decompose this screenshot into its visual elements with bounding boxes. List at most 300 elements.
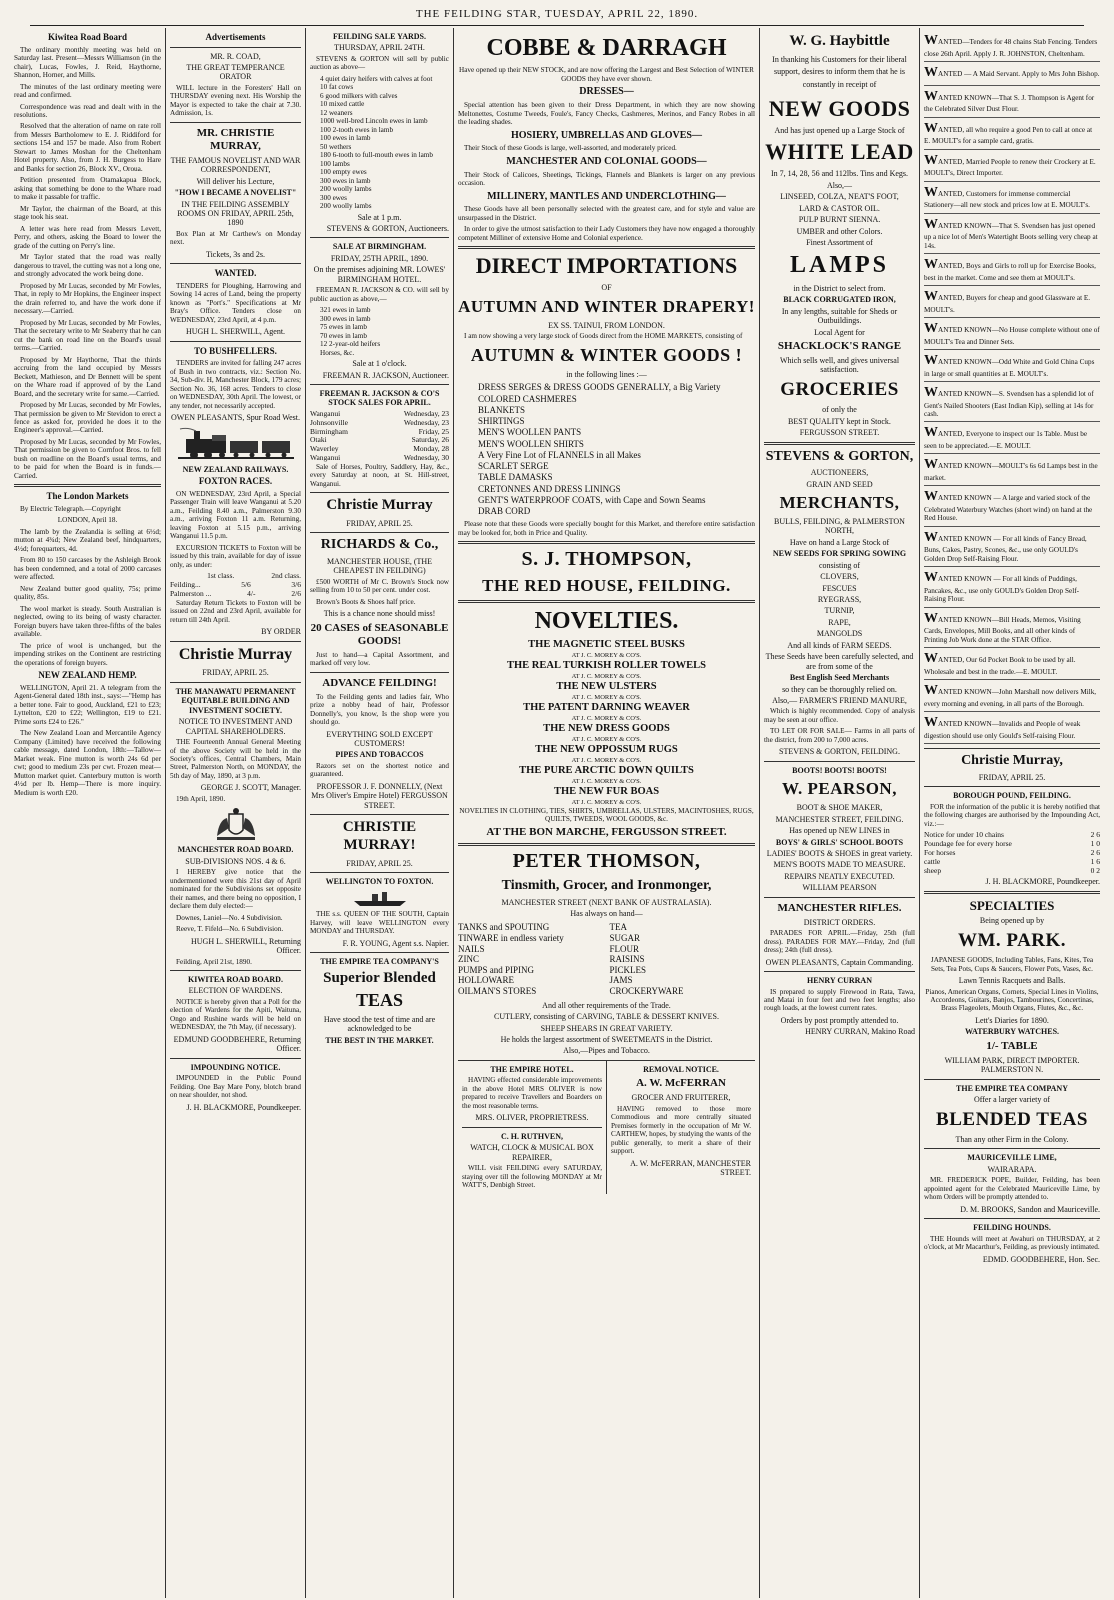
novelties-foot: NOVELTIES IN CLOTHING, TIES, SHIRTS, UMBRELLAS, ULSTERS, MACINTOSHES, RUGS, QUILTS, TWEEDS, WOOL GOODS, &c. — [459, 806, 754, 823]
krb-sub: ELECTION OF WARDENS. — [188, 986, 283, 996]
fee-amount: 1 0 — [1090, 839, 1100, 849]
pearson-sig: WILLIAM PEARSON — [802, 883, 877, 893]
novelty-at: AT J. C. MOREY & CO'S. — [571, 756, 642, 764]
list-item: 12 2-year-old heifers — [320, 340, 381, 349]
wanted-ad: WANTED KNOWN—That S. J. Thompson is Agent for the Celebrated Silver Dust Flour. — [924, 86, 1100, 118]
novelty-item: THE NEW FUR BOAS — [553, 786, 660, 798]
richards-warn: This is a chance none should miss! — [323, 609, 436, 619]
novelty-at: AT J. C. MOREY & CO'S. — [571, 651, 642, 659]
schedule-date: Friday, 25 — [418, 426, 449, 436]
mrb-date: Feilding, April 21st, 1890. — [176, 957, 252, 966]
wanted-ad: WANTED KNOWN—Odd White and Gold China Cups in large or small quantities at E. MOULT's. — [924, 350, 1100, 382]
schedule-date: Wednesday, 23 — [403, 417, 449, 427]
spec-diaries: Lett's Diaries for 1890. — [975, 1015, 1049, 1025]
curran-orders: Orders by post promptly attended to. — [780, 1015, 899, 1025]
bp-title: BOROUGH POUND, FEILDING. — [953, 791, 1071, 801]
wanted-ad: WANTED KNOWN—S. Svendsen has a splendid lot of Gent's Nailed Shooters (East Indian Kip), selling at 14s for cash. — [924, 382, 1100, 422]
list-item: CRETONNES AND DRESS LININGS — [478, 483, 621, 494]
pearson-repairs: REPAIRS NEATLY EXECUTED. — [784, 871, 895, 881]
rifles-sig: OWEN PLEASANTS, Captain Commanding. — [765, 957, 914, 967]
list-item: RAISINS — [609, 954, 645, 965]
haybittle-title: W. G. Haybittle — [789, 33, 890, 49]
sg-farm: And all kinds of FARM SEEDS. — [787, 640, 892, 650]
pearson-measure: MEN'S BOOTS MADE TO MEASURE. — [773, 860, 906, 870]
novelty-at: AT J. C. MOREY & CO'S. — [571, 672, 642, 680]
list-item: 100 2-tooth ewes in lamb — [320, 125, 394, 134]
masthead: THE FEILDING STAR, TUESDAY, APRIL 22, 1890. — [30, 8, 1084, 26]
tea-title: THE EMPIRE TEA COMPANY'S — [320, 957, 439, 967]
list-item: 100 ewes in lamb — [320, 134, 371, 143]
fj-note: Sale of Horses, Poultry, Saddlery, Hay, &c., every Saturday at noon, at St. Hill-street, Wanganui. — [310, 462, 449, 488]
empire-hotel-block — [458, 1061, 607, 1195]
coad-line-2: THE GREAT TEMPERANCE ORATOR — [186, 63, 285, 82]
section-body: Their Stock of Calicoes, Sheetings, Tickings, Flannels and Blankets is larger on any previous occasion. — [458, 170, 755, 188]
haybittle-district: in the District to select from. — [793, 283, 886, 293]
list-item: LARD & CASTOR OIL. — [799, 203, 880, 213]
haybittle-range: SHACKLOCK'S RANGE — [777, 339, 902, 352]
list-item: UMBER and other Colors. — [796, 226, 883, 236]
haybittle-groceries: GROCERIES — [780, 378, 899, 400]
pearson-lines: BOYS' & GIRLS' SCHOOL BOOTS — [775, 837, 904, 847]
fee-label: cattle — [924, 856, 941, 866]
novelty-item: THE NEW OPPOSSUM RUGS — [535, 744, 678, 756]
sale-list — [310, 75, 449, 211]
wf-title: WELLINGTON TO FOXTON. — [325, 876, 434, 886]
list-item: PUMPS and PIPING — [458, 964, 535, 975]
list-item: TURNIP, — [824, 606, 855, 616]
column-6 — [920, 28, 1104, 1598]
sg-places: BULLS, FEILDING, & PALMERSTON NORTH, — [774, 516, 905, 536]
murray-head: MR. CHRISTIE MURRAY, — [196, 126, 275, 152]
birm-body: FREEMAN R. JACKSON & CO. will sell by public auction as above,— — [310, 286, 449, 303]
sg-title: STEVENS & GORTON, — [765, 448, 914, 464]
list-item: 70 ewes in lamb — [320, 331, 367, 340]
curran-body: IS prepared to supply Firewood in Rata, Tawa, and Matai in four feet and two feet lengths; also rough loads, at the lowest current rates. — [764, 987, 915, 1013]
professor: PROFESSOR J. F. DONNELLY, (Next Mrs Oliver's Empire Hotel) FERGUSSON STREET. — [311, 781, 448, 810]
column-1 — [10, 28, 166, 1598]
bp-body: FOR the information of the public it is hereby notified that the following charges are authorised by the Impounding Act, viz.:— — [924, 802, 1100, 828]
list-item: MEN'S WOOLLEN PANTS — [478, 427, 582, 438]
direct-importations-title: DIRECT IMPORTATIONS — [475, 253, 738, 279]
removal-block — [607, 1061, 755, 1195]
richards-body: £500 WORTH of Mr C. Brown's Stock now selling from 10 to 50 per cent. under cost. — [310, 577, 449, 595]
bp-sig: J. H. BLACKMORE, Poundkeeper. — [985, 877, 1100, 887]
wf-body: THE s.s. QUEEN OF THE SOUTH, Captain Harvey, will leave WELLINGTON every MONDAY and THURSDAY. — [310, 910, 449, 936]
wanted-ad: WANTED KNOWN—Bill Heads, Memos, Visiting Cards, Envelopes, Mill Books, and all other kinds of Printing Job Work done at the STAR Office. — [924, 608, 1100, 648]
pound-sig: J. H. BLACKMORE, Poundkeeper. — [186, 1102, 301, 1112]
wanted-ad: WANTED KNOWN — For all kinds of Fancy Bread, Buns, Cakes, Pastry, Scones, &c., use only GOULD's Golden Drop Self-Raising Flour. — [924, 527, 1100, 567]
section-body: Their Stock of these Goods is large, well-assorted, and moderately priced. — [464, 144, 677, 153]
adverts-title: Advertisements — [205, 32, 266, 42]
richards-cases-body: Just to hand—a Capital Assortment, and marked off very low. — [310, 650, 449, 668]
etc-title: THE EMPIRE TEA COMPANY — [956, 1083, 1068, 1093]
spec-body: JAPANESE GOODS, Including Tables, Fans, Kites, Tea Sets, Tea Pots, Cups & Saucers, Flower Pots, Vases, &c. — [930, 956, 1094, 973]
fj-title: FREEMAN R. JACKSON & CO'S STOCK SALES FOR APRIL. — [319, 388, 440, 408]
list-item: Horses, &c. — [320, 348, 355, 357]
fee-row — [924, 867, 1100, 876]
wanted-ads — [924, 30, 1100, 744]
birm-date: FRIDAY, 25TH APRIL, 1890. — [330, 253, 429, 263]
birm-sig: FREEMAN R. JACKSON, Auctioneer. — [322, 370, 449, 380]
advance-body: To the Feilding gents and ladies fair, Who prize a nobby head of hair, Professor Donnelly's, you know, Is the shop were you should go. — [310, 692, 449, 727]
wf-sig: F. R. YOUNG, Agent s.s. Napier. — [342, 938, 449, 948]
list-item: COLORED CASHMERES — [478, 393, 577, 404]
fj-schedule — [310, 410, 449, 463]
tea-best: THE BEST IN THE MARKET. — [325, 1035, 434, 1045]
hemp-report: WELLINGTON, April 21. A telegram from the Agent-General dated 18th inst., says:—"Hemp has a better tone. Fair to good, Auckland, £21 to £23; Lyttelton, £20 to £22; Wellington, £19 to £21. Prime sorts £24 to £26." — [14, 683, 161, 726]
divider — [14, 484, 161, 487]
etc-foot: Than any other Firm in the Colony. — [955, 1134, 1069, 1144]
schedule-date: Saturday, 26 — [411, 435, 449, 445]
christie-murray-date: FRIDAY, APRIL 25. — [978, 772, 1046, 782]
sale-title: FEILDING SALE YARDS. — [333, 32, 426, 41]
ruthven-sub: WATCH, CLOCK & MUSICAL BOX REPAIRER, — [470, 1143, 594, 1162]
haybittle-lamps: LAMPS — [790, 252, 889, 279]
list-item: FLOUR — [609, 943, 640, 954]
birm-list — [310, 306, 449, 357]
wanted-ad: WANTED, Everyone to inspect our 1s Table. Must be seen to be appreciated.—E. MOULT. — [924, 422, 1100, 454]
list-item: NAILS — [458, 943, 485, 954]
spec-music: Pianos, American Organs, Cornets, Special Lines in Violins, Accordeons, Guitars, Banjos, Tambourines, Concertinas, Brass Flageolets, Mouth Organs, Flutes, &c., &c. — [925, 987, 1099, 1013]
rail-sig: BY ORDER — [261, 627, 301, 637]
sj-thompson-place: THE RED HOUSE, FEILDING. — [482, 575, 731, 595]
column-2 — [166, 28, 306, 1598]
peter-thomson-other: And all other requirements of the Trade. — [542, 1000, 671, 1010]
list-item: 100 lambs — [320, 159, 350, 168]
birm-place: On the premises adjoining MR. LOWES' BIRMINGHAM HOTEL. — [313, 265, 446, 284]
list-item: JAMS — [609, 975, 633, 986]
sg-sig: STEVENS & GORTON, FEILDING. — [779, 747, 900, 757]
direct-importations-lines: in the following lines :— — [566, 369, 647, 379]
christie-murray-banner: Christie Murray — [178, 645, 293, 663]
coad-line-1: MR. R. COAD, — [210, 51, 261, 61]
fee-amount: 2 6 — [1090, 847, 1100, 857]
fare-row: 1st class. 2nd class. — [207, 571, 301, 581]
novelty-at: AT J. C. MOREY & CO'S. — [571, 735, 642, 743]
list-item: DRESS SERGES & DRESS GOODS GENERALLY, a Big Variety — [478, 382, 721, 393]
direct-importations-note: Please note that these Goods were specially bought for this Market, and therefore entire satisfaction may be looked for, both in Price and Quality. — [458, 520, 755, 537]
peter-thomson-shears: SHEEP SHEARS IN GREAT VARIETY. — [540, 1023, 673, 1033]
wanted-ad: WANTED KNOWN—That S. Svendsen has just opened up a nice lot of Men's Watertight Boots selling very cheap at 14s. — [924, 214, 1100, 254]
fee-amount: 1 6 — [1090, 856, 1100, 866]
haybittle-groc-note: of only the — [822, 405, 857, 415]
list-item: LINSEED, COLZA, NEAT'S FOOT, — [780, 192, 899, 202]
tea-big-1: Superior Blended — [323, 969, 436, 986]
christie-murray-date: FRIDAY, APRIL 25. — [346, 519, 413, 529]
spec-title: SPECIALTIES — [969, 897, 1055, 913]
novelty-item: THE PURE ARCTIC DOWN QUILTS — [519, 765, 694, 777]
column-4 — [454, 28, 760, 1598]
sg-sub-1: AUCTIONEERS, — [810, 468, 869, 478]
list-item: 300 ewes in lamb — [320, 314, 371, 323]
spec-table: 1/- TABLE — [986, 1039, 1038, 1052]
report-paragraph: The ordinary monthly meeting was held on Saturday last. Present—Messrs Williamson (in the chair), Lucas, Fowles, J. Reid, Haythorne, Shannon, Horner, and Mills. — [14, 45, 161, 80]
direct-importations-intro: I am now showing a very large stock of Goods direct from the HOME MARKETS, consisting of — [464, 332, 743, 341]
spec-lawn: Lawn Tennis Racquets and Balls. — [958, 976, 1066, 986]
mrb-title: MANCHESTER ROAD BOARD. — [177, 845, 294, 855]
market-byline: By Electric Telegraph.—Copyright — [20, 504, 121, 513]
richards-cases: 20 CASES of SEASONABLE GOODS! — [310, 621, 449, 647]
list-item: TEA — [609, 922, 627, 933]
lime-body: MR. FREDERICK POPE, Builder, Feilding, has been appointed agent for the Celebrated Mauriceville Lime, by whom Orders will be promptly attended to. — [924, 1176, 1100, 1202]
peter-thomson-addr: MANCHESTER STREET (NEXT BANK OF AUSTRALASIA). — [501, 897, 712, 907]
list-item: TANKS and SPOUTING — [458, 922, 550, 933]
spec-sig: WILLIAM PARK, DIRECT IMPORTER. PALMERSTON N. — [944, 1055, 1080, 1075]
stock-left — [458, 922, 604, 996]
wanted-title: WANTED. — [214, 268, 257, 279]
list-item: GENT'S WATERPROOF COATS, with Cape and Sown Seams — [478, 494, 706, 505]
report-paragraph: The price of wool is unchanged, but the impending strikes on the Continent are restricting the operations of foreign buyers. — [14, 641, 161, 667]
tea-body: Have stood the test of time and are acknowledged to be — [323, 1014, 436, 1034]
ruthven-title: C. H. RUTHVEN, — [500, 1131, 563, 1141]
wanted-ad: WANTED KNOWN — A large and varied stock of the Celebrated Waterbury Watches (short wind) on hand at the Red House. — [924, 486, 1100, 526]
report-paragraph: The minutes of the last ordinary meeting were read and confirmed. — [14, 82, 161, 100]
pearson-name: W. PEARSON, — [782, 779, 897, 799]
pound-title: IMPOUNDING NOTICE. — [190, 1062, 281, 1072]
wanted-sig: HUGH L. SHERWILL, Agent. — [185, 327, 286, 337]
direct-importations-sub: AUTUMN AND WINTER DRAPERY! — [458, 296, 755, 316]
cobbe-darragh-close: In order to give the utmost satisfaction to their Lady Customers they have now engaged a thoroughly competent Milliner of extensive Home and Colonial experience. — [458, 225, 755, 242]
list-item: 50 wethers — [320, 142, 352, 151]
peter-thomson-pipes: Also,—Pipes and Tobacco. — [563, 1046, 650, 1056]
fee-amount: 0 2 — [1090, 865, 1100, 875]
lime-title: MAURICEVILLE LIME, — [967, 1153, 1057, 1163]
christie-murray-banner: Christie Murray, — [961, 753, 1063, 769]
manawatu-sig: GEORGE J. SCOTT, Manager. — [200, 783, 301, 793]
haybittle-opened: And has just opened up a Large Stock of — [774, 126, 905, 136]
birm-title: SALE AT BIRMINGHAM. — [332, 242, 427, 252]
list-item: CROCKERYWARE — [609, 986, 684, 997]
wanted-ad: WANTED, all who require a good Pen to call at once at E. MOULT's for a sample card, gratis. — [924, 118, 1100, 150]
birm-time: Sale at 1 o'clock. — [352, 359, 407, 369]
stock-right — [610, 922, 756, 996]
royal-crest-icon — [213, 806, 259, 842]
novelties-place: AT THE BON MARCHE, FERGUSSON STREET. — [486, 826, 727, 839]
pearson-opened: Has opened up NEW LINES in — [789, 826, 890, 836]
list-item: 4 quiet dairy heifers with calves at foot — [320, 74, 433, 83]
races-title: FOXTON RACES. — [198, 476, 273, 487]
list-item: 100 empty ewes — [320, 168, 367, 177]
novelties-list — [458, 639, 755, 806]
manawatu-date: 19th April, 1890. — [176, 794, 226, 803]
etc-sub: Offer a larger variety of — [973, 1095, 1051, 1105]
market-report — [14, 528, 161, 667]
fare-row: Feilding... 5/6 3/6 — [170, 579, 301, 589]
bp-fees — [924, 831, 1100, 875]
novelty-at: AT J. C. MOREY & CO'S. — [571, 714, 642, 722]
report-paragraph: Proposed by Mr Lucas, seconded by Mr Fowles, That permission be given to Mr Stevidon to erect a fence as asked for, provided he does it to the Engineer's approval.—Carried. — [14, 401, 161, 435]
direct-importations-list — [478, 382, 755, 517]
pearson-ladies: LADIES' BOOTS & SHOES in great variety. — [766, 849, 913, 859]
haybittle-new-goods: NEW GOODS — [768, 96, 911, 122]
richards-sub: MANCHESTER HOUSE, (THE CHEAPEST IN FEILDING) — [326, 557, 433, 576]
report-paragraph: Proposed by Mr Haythorne, That the thirds accruing from the land occupied by Messrs Beckett, Mathieson, and Dr Bennett will be spent on the Whare road if approved of by the Land Board, and the secretary write for same.—Carried. — [14, 355, 161, 398]
list-item: RAPE, — [828, 617, 851, 627]
report-paragraph: Proposed by Mr Lucas, seconded by Mr Fowles, That permission be given to Cornfoot Bros. to fell bush on roadline on the Board's usual terms, and to be paid for when the Board is in funds.—Carried. — [14, 437, 161, 480]
loan-report: The New Zealand Loan and Mercantile Agency Company (Limited) have received the following cable message, dated London, 18th:—Tallow—Market weak. Fine mutton is worth 24s 6d per cwt; good to medium 23s per cwt. Frozen meat—Mutton market quiet. Canterbury mutton is worth 4½d per lb. Hemp—There is more inquiry. Medium is worth £20. — [14, 729, 161, 797]
schedule-place: Otaki — [310, 435, 327, 445]
schedule-date: Wednesday, 30 — [403, 453, 449, 463]
list-item: DRAB CORD — [478, 506, 531, 517]
list-item: 6 good milkers with calves — [320, 91, 398, 100]
manawatu-title: THE MANAWATU PERMANENT EQUITABLE BUILDING AND INVESTMENT SOCIETY. — [175, 686, 296, 715]
spec-by: Being opened up by — [979, 916, 1045, 926]
rifles-title: MANCHESTER RIFLES. — [777, 901, 902, 914]
sg-merchants: MERCHANTS, — [779, 492, 900, 512]
etc-big: BLENDED TEAS — [936, 1108, 1088, 1130]
coad-body: WILL lecture in the Foresters' Hall on THURSDAY evening next. His Worship the Mayor is expected to take the chair at 7.30. Admission, 1s. — [170, 83, 301, 118]
sg-tested: These Seeds have been carefully selected, and are from some of the — [765, 652, 914, 671]
fee-row — [924, 858, 1100, 867]
schedule-place: Wanganui — [310, 453, 341, 463]
kiwitea-title: Kiwitea Road Board — [47, 32, 127, 42]
lime-sub: WAIRARAPA. — [987, 1164, 1037, 1174]
removal-sub: GROCER AND FRUITERER, — [631, 1093, 731, 1103]
report-paragraph: Correspondence was read and dealt with in the resolutions. — [14, 102, 161, 119]
excursion: EXCURSION TICKETS to Foxton will be issued by this train, available for day of issue only, as under: — [170, 543, 301, 569]
richards-title: RICHARDS & Co., — [320, 537, 439, 553]
krb-body: NOTICE is hereby given that a Poll for the election of Wardens for the Apiti, Waituna, Ongo and Rushine wards will be held on WEDNESDAY, the 7th May, (if necessary). — [170, 997, 301, 1032]
wanted-ad: WANTED, Our 6d Pocket Book to be used by all. Wholesale and best in the trade.—E. MOULT. — [924, 648, 1100, 680]
pound-body: IMPOUNDED in the Public Pound Feilding. One Bay Mare Pony, blotch brand on near shoulder, not shod. — [170, 1074, 301, 1100]
list-item: HOLLOWARE — [458, 975, 514, 986]
list-item: 300 ewes — [320, 193, 347, 202]
sg-manure: Also,— FARMER'S FRIEND MANURE, — [772, 695, 907, 705]
report-paragraph: Proposed by Mr Lucas, seconded by Mr Fowles, That, in reply to Mr Hopkins, the Engineer inspect the drain referred to, and have the work done if necessary.—Carried. — [14, 281, 161, 316]
krb-title: KIWITEA ROAD BOARD. — [188, 974, 283, 984]
fee-label: sheep — [924, 865, 942, 875]
wanted-ad: WANTED, Buyers for cheap and good Glassware at E. MOULT's. — [924, 286, 1100, 318]
hounds-title: FEILDING HOUNDS. — [973, 1223, 1051, 1233]
sg-best: Best English Seed Merchants — [789, 673, 890, 683]
murray-lecture: "HOW I BECAME A NOVELIST" — [174, 188, 297, 198]
empire-hotel-title: THE EMPIRE HOTEL. — [490, 1064, 574, 1074]
fee-label: Notice for under 10 chains — [924, 830, 1004, 840]
pipes: PIPES AND TOBACCOS — [335, 750, 424, 760]
lime-sig: D. M. BROOKS, Sandon and Mauriceville. — [960, 1204, 1100, 1214]
murray-sub: THE FAMOUS NOVELIST AND WAR CORRESPONDENT, — [170, 155, 301, 175]
manawatu-notice: NOTICE TO INVESTMENT AND CAPITAL SHAREHOLDERS. — [178, 717, 293, 736]
hounds-sig: EDMD. GOODBEHERE, Hon. Sec. — [982, 1254, 1100, 1264]
schedule-date: Wednesday, 23 — [403, 408, 449, 418]
novelty-at: AT J. C. MOREY & CO'S. — [571, 777, 642, 785]
novelty-item: THE NEW ULSTERS — [556, 681, 657, 693]
sale-time: Sale at 1 p.m. — [357, 212, 402, 222]
haybittle-iron-note: In any lengths, suitable for Sheds or Outbuildings. — [781, 306, 898, 326]
novelty-at: AT J. C. MOREY & CO'S. — [571, 798, 642, 806]
wanted-ad: WANTED KNOWN—No House complete without one of MOULT's Tea and Dinner Sets. — [924, 318, 1100, 350]
list-item: TABLE DAMASKS — [478, 472, 553, 483]
wanted-ad: WANTED KNOWN—Invalids and People of weak digestion should use only Gould's Self-raising Flour. — [924, 712, 1100, 744]
section-body: Special attention has been given to their Dress Department, in which they are now showing Meltonettes, Costume Tweeds, Foule's, Fancy Checks, Cashmeres, Merinos, and Fancy Robes in all the leading shades. — [458, 101, 755, 127]
removal-title: REMOVAL NOTICE. — [643, 1064, 719, 1074]
tea-big-2: TEAS — [355, 990, 404, 1011]
sale-firm: STEVENS & GORTON will sell by public auction as above— — [310, 54, 449, 72]
haybittle-range-note: Which sells well, and gives universal satisfaction. — [779, 355, 900, 375]
sale-sig: STEVENS & GORTON, Auctioneers. — [326, 224, 449, 234]
rail-title: NEW ZEALAND RAILWAYS. — [182, 464, 289, 474]
sg-sub-2: GRAIN AND SEED — [806, 479, 873, 489]
peter-thomson-name: PETER THOMSON, — [512, 850, 701, 873]
empire-hotel-sig: MRS. OLIVER, PROPRIETRESS. — [475, 1113, 589, 1123]
direct-importations-big: AUTUMN & WINTER GOODS ! — [470, 344, 743, 365]
list-item: A Very Fine Lot of FLANNELS in all Makes — [478, 449, 641, 460]
bush-sig: OWEN PLEASANTS, Spur Road West. — [171, 413, 300, 423]
list-item: PICKLES — [609, 964, 647, 975]
mrb-sub: SUB-DIVISIONS NOS. 4 & 6. — [185, 856, 286, 866]
haybittle-white-lead: WHITE LEAD — [765, 139, 914, 165]
spec-name: WM. PARK. — [957, 929, 1067, 951]
advance-title: ADVANCE FEILDING! — [322, 676, 437, 689]
report-paragraph: From 80 to 150 carcases by the Ashleigh Brook has been condemned, and a total of 2000 carcases were affected. — [14, 556, 161, 582]
rail-note: Saturday Return Tickets to Foxton will be issued on 22nd and 23rd April, available for return till 24th April. — [170, 598, 301, 624]
wanted-ad: WANTED KNOWN — For all kinds of Puddings, Pancakes, &c., use only GOULD's Golden Drop Self-Raising Flour. — [924, 567, 1100, 607]
novelties-title: NOVELTIES. — [534, 607, 679, 634]
haybittle-iron: BLACK CORRUGATED IRON, — [783, 295, 896, 305]
wanted-ad: WANTED, Customers for immense commercial Stationery—all new stock and prices low at E. MOULT's. — [924, 182, 1100, 214]
mrb-body: I HEREBY give notice that the undermentioned were this 21st day of April nominated for the Subdivisions set opposite their names, and there being no opposition, I declare them duly elected:— — [170, 868, 301, 911]
hemp-title: NEW ZEALAND HEMP. — [38, 670, 137, 681]
report-paragraph: Resolved that the alteration of name on rate roll from Messrs Bartholomew to E. J. Riddiford for sections 154 and 157 be made. Also from Robert Stewart to James Moshan for the Cheltenham Hotel property. Also, from J. H. Burgess to Hare and Banks for section 26, Block XV., Oroua. — [14, 122, 161, 173]
removal-body: HAVING removed to those more Commodious and more centrally situated Premises formerly in the occupation of Mr W. CARTHEW, hopes, by studying the wants of the public generally, to merit a share of their support. — [611, 1104, 751, 1156]
richards-note: Brown's Boots & Shoes half price. — [316, 597, 416, 606]
list-item: RYEGRASS, — [817, 595, 862, 605]
list-item: 10 mixed cattle — [320, 100, 365, 109]
schedule-date: Monday, 28 — [413, 444, 449, 454]
list-item: 200 woolly lambs — [320, 185, 372, 194]
sg-relied: so they can be thoroughly relied on. — [782, 684, 897, 694]
christie-murray-date: FRIDAY, APRIL 25. — [202, 668, 269, 678]
christie-murray-banner: Christie Murray — [326, 497, 433, 514]
advance-footer: EVERYTHING SOLD EXCEPT CUSTOMERS! — [326, 729, 433, 749]
sg-manure-note: Which is highly recommended. Copy of analysis may be seen at our office. — [764, 707, 915, 724]
list-item: 180 6-tooth to full-mouth ewes in lamb — [320, 151, 433, 160]
schedule-row — [310, 454, 449, 463]
wanted-ad: WANTED KNOWN—MOULT's 6s 6d Lamps best in the market. — [924, 454, 1100, 486]
columns — [10, 28, 1104, 1598]
razors: Razors set on the shortest notice and guaranteed. — [310, 761, 449, 779]
list-item: MEN'S WOOLLEN SHIRTS — [478, 438, 584, 449]
cobbe-darragh-sections — [458, 86, 755, 222]
christie-murray-banner-2: CHRISTIE MURRAY! — [342, 819, 417, 853]
list-item: 300 ewes in lamb — [320, 176, 371, 185]
sg-seeds: NEW SEEDS FOR SPRING SOWING — [772, 549, 907, 559]
removal-sig: A. W. McFERRAN, MANCHESTER STREET. — [630, 1158, 751, 1178]
report-paragraph: The wool market is steady. South Australian is neglected, owing to its being of wasty character. Foreign buyers have taken three-fifths of the bales available. — [14, 604, 161, 639]
sg-let: TO LET OR FOR SALE— Farms in all parts of the district, from 200 to 7,000 acres. — [764, 727, 915, 744]
list-item: 10 fat cows — [320, 83, 354, 92]
removal-name: A. W. McFERRAN — [636, 1077, 726, 1090]
section-heading: DRESSES— — [579, 86, 634, 98]
list-item: 75 ewes in lamb — [320, 323, 367, 332]
steamer-icon — [350, 889, 410, 907]
boots-title: BOOTS! BOOTS! BOOTS! — [792, 765, 887, 775]
market-sub: LONDON, April 18. — [57, 516, 118, 525]
hounds-body: THE Hounds will meet at Awahuri on THURSDAY, at 2 o'clock, at Mr Macarthur's, Feilding, as previously intimated. — [924, 1234, 1100, 1252]
list-item: MANGOLDS — [816, 629, 863, 639]
direct-importations-ship: EX SS. TAINUI, FROM LONDON. — [548, 320, 665, 330]
sale-date: THURSDAY, APRIL 24TH. — [334, 43, 425, 53]
krb-sig: EDMUND GOODBEHERE, Returning Officer. — [173, 1034, 301, 1054]
report-paragraph: The lamb by the Zealandia is selling at 6½d; mutton at 4¾d; New Zealand beef, hindquarters, 4½d; forequarters, 4d. — [14, 527, 161, 553]
mrb-name: Downes, Laniel—No. 4 Subdivision. — [176, 913, 283, 922]
murray-box: Box Plan at Mr Carthew's on Monday next. — [170, 229, 301, 247]
list-item: PULP BURNT SIENNA. — [798, 215, 881, 225]
list-item: SCARLET SERGE — [478, 461, 549, 472]
list-item: 12 weaners — [320, 108, 353, 117]
section-heading: MILLINERY, MANTLES AND UNDERCLOTHING— — [487, 190, 726, 202]
haybittle-best: BEST QUALITY kept in Stock. — [788, 416, 891, 426]
